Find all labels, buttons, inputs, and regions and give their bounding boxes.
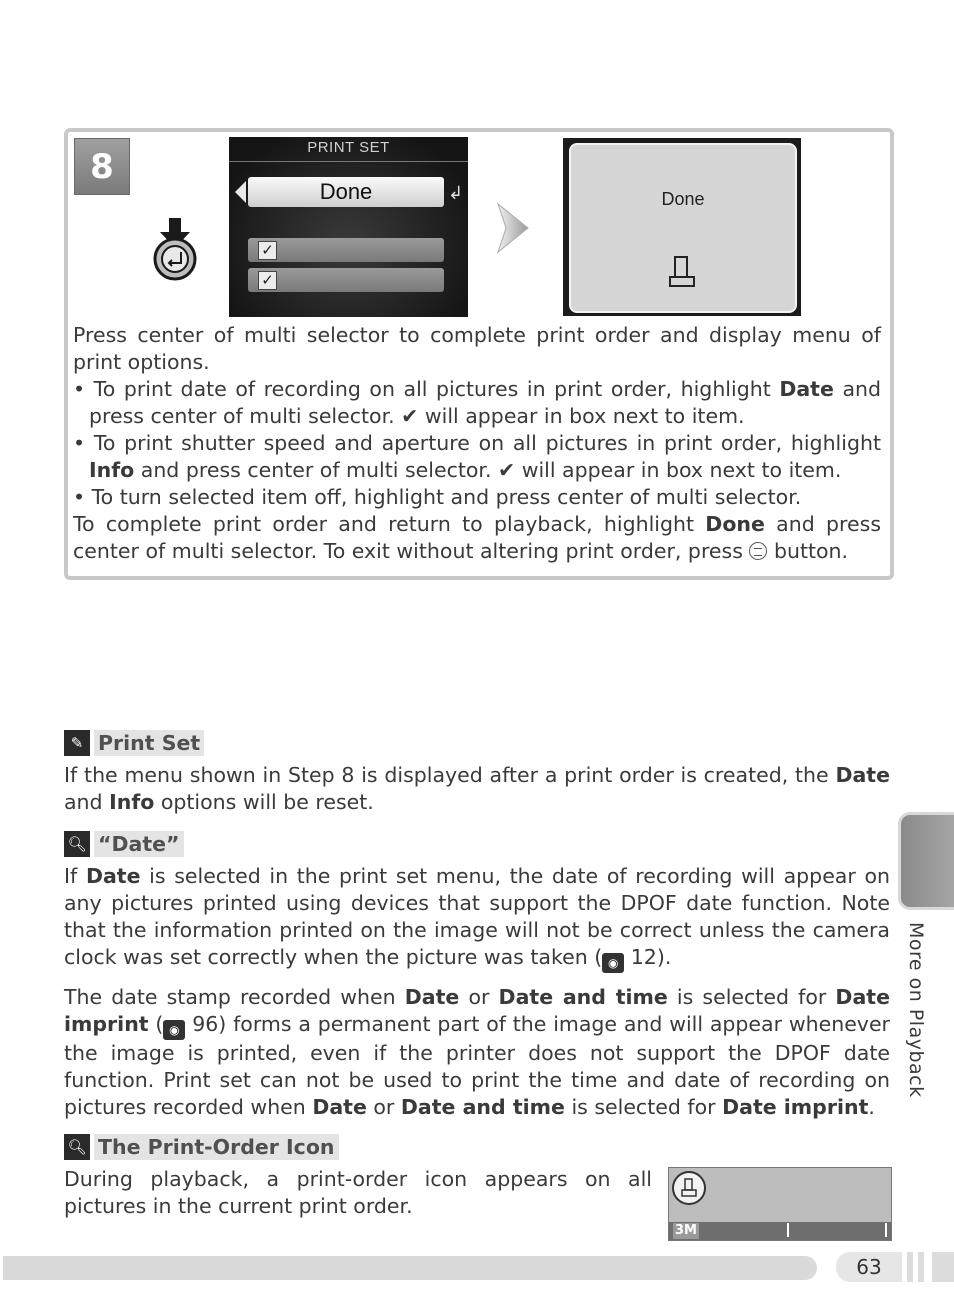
footer-stripe (907, 1252, 913, 1282)
note-date-paragraph-1: If Date is selected in the print set menu, the date of recording will appear on any pictures printed using devices that support the DPOF date function. Note that the information printed on the image will not be correct unless the camera clock was set correctly when the picture was taken ( ◉ 12). (64, 863, 890, 973)
page-reference-icon: ◉ (602, 953, 624, 973)
instruction-bullet-info: • To print shutter speed and aperture on all pictures in print order, highlight Info and press center of multi selector. ✔ will appear in box next to item. (73, 431, 881, 482)
step-instructions (73, 322, 881, 565)
done-panel (569, 143, 797, 313)
print-order-icon (672, 1171, 706, 1205)
magnifier-note-icon: 🔍︎ (64, 1134, 90, 1160)
image-size-indicator: 3M (675, 1223, 697, 1238)
note-print-order-icon-heading (64, 1134, 339, 1160)
note-print-set-text: If the menu shown in Step 8 is displayed after a print order is created, the Date and Info options will be reset. (64, 763, 890, 814)
frame-bracket (787, 1223, 887, 1237)
footer-bar (3, 1256, 817, 1280)
enter-icon: ↲ (448, 183, 464, 204)
done-label: Done (661, 189, 705, 209)
note-title: The Print-Order Icon (94, 1134, 339, 1160)
next-arrow-icon (496, 202, 530, 254)
instruction-intro: Press center of multi selector to complete print order and display menu of print options. (73, 323, 881, 374)
page-reference-icon: ◉ (163, 1020, 185, 1040)
menu-button-icon (749, 542, 767, 560)
print-set-menu-screen (229, 137, 468, 317)
step-number-badge: 8 (74, 138, 130, 195)
multi-selector-press-icon (150, 216, 200, 282)
menu-item-date[interactable] (248, 238, 444, 262)
note-date-paragraph-2: The date stamp recorded when Date or Date and time is selected for Date imprint ( ◉ 96) forms a permanent part of the image and will appear whenever the image is printed, even if the printer does not support the DPOF date function. Print set can not be used to print the time and date of recording on pictures recorded when Date or Date and time is selected for Date imprint. (64, 985, 890, 1119)
menu-title: PRINT SET (307, 139, 390, 156)
chapter-label: More on Playback (905, 922, 927, 1098)
footer-stripe (932, 1252, 954, 1282)
note-print-order-icon-text: During playback, a print-order icon appears on all pictures in the current print order. (64, 1167, 652, 1218)
instruction-bullet-off: • To turn selected item off, highlight and press center of multi selector. (73, 485, 802, 509)
left-arrow-icon (235, 181, 246, 203)
playback-screen (668, 1167, 892, 1241)
print-order-done-screen (563, 138, 801, 316)
instruction-closing: To complete print order and return to playback, highlight Done and press center of multi selector. To exit without altering print order, press button. (73, 512, 881, 563)
magnifier-note-icon: 🔍︎ (64, 831, 90, 857)
footer-stripe (918, 1252, 924, 1282)
note-print-set-heading (64, 730, 204, 756)
note-title: Print Set (94, 730, 204, 756)
page-number: 63 (836, 1252, 902, 1282)
note-title: “Date” (94, 831, 184, 857)
instruction-bullet-date: • To print date of recording on all pictures in print order, highlight Date and press center of multi selector. ✔ will appear in box next to item. (73, 377, 882, 428)
note-date-heading (64, 831, 184, 857)
title-divider (229, 161, 468, 162)
menu-item-info[interactable] (248, 268, 444, 292)
menu-item-done[interactable]: Done (248, 177, 444, 207)
chapter-tab (898, 812, 954, 910)
playback-status-bar (669, 1222, 891, 1240)
pencil-note-icon: ✎ (64, 730, 90, 756)
checkbox-checked-icon: ✓ (258, 271, 277, 290)
checkbox-checked-icon: ✓ (258, 241, 277, 260)
print-order-icon (667, 255, 697, 289)
